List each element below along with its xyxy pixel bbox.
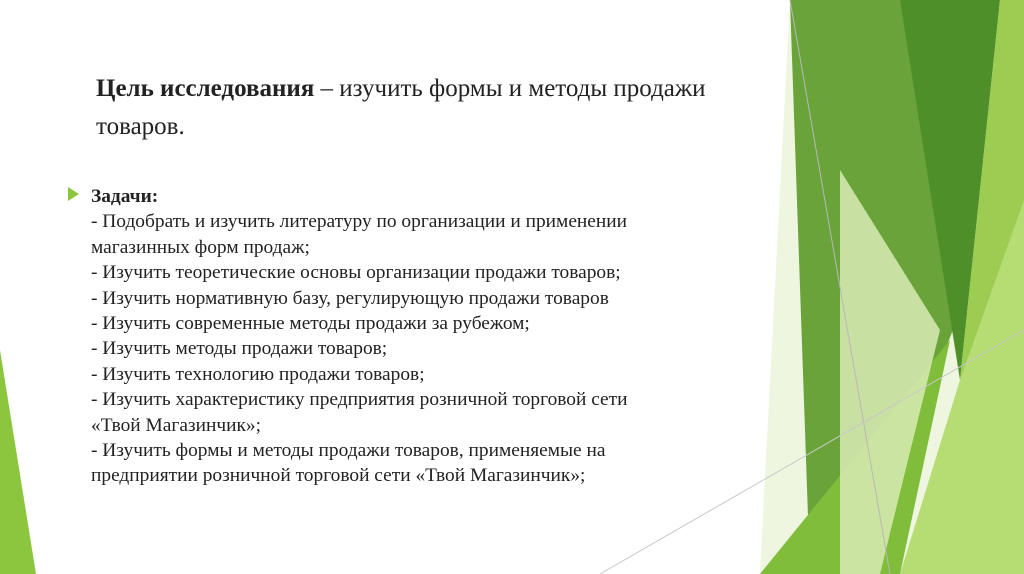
slide-title [96, 70, 736, 146]
tasks-bullet [68, 184, 768, 489]
title-rest-part: – изучить формы и методы продажи товаров. [96, 75, 706, 140]
tasks-heading: Задачи: [91, 186, 159, 207]
task-line: - Изучить формы и методы продажи товаров, применяемые на [91, 440, 606, 462]
task-line: - Изучить методы продажи товаров; [91, 338, 388, 360]
task-line: - Изучить теоретические основы организации продажи товаров; [91, 262, 621, 284]
task-line: предприятии розничной торговой сети «Твой Магазинчик»; [91, 465, 586, 487]
task-line: - Подобрать и изучить литературу по организации и применении [91, 211, 628, 233]
task-line: - Изучить нормативную базу, регулирующую продажи товаров [91, 287, 609, 309]
tasks-list [91, 184, 768, 489]
task-line: магазинных форм продаж; [91, 236, 310, 258]
task-line: «Твой Магазинчик»; [91, 414, 261, 436]
title-bold-part: Цель исследования [96, 75, 315, 102]
task-line: - Изучить характеристику предприятия розничной торговой сети [91, 389, 628, 411]
triangle-bullet-icon [68, 187, 79, 201]
left-edge-shape [0, 350, 36, 574]
task-line: - Изучить современные методы продажи за рубежом; [91, 313, 530, 335]
task-line: - Изучить технологию продажи товаров; [91, 363, 425, 385]
